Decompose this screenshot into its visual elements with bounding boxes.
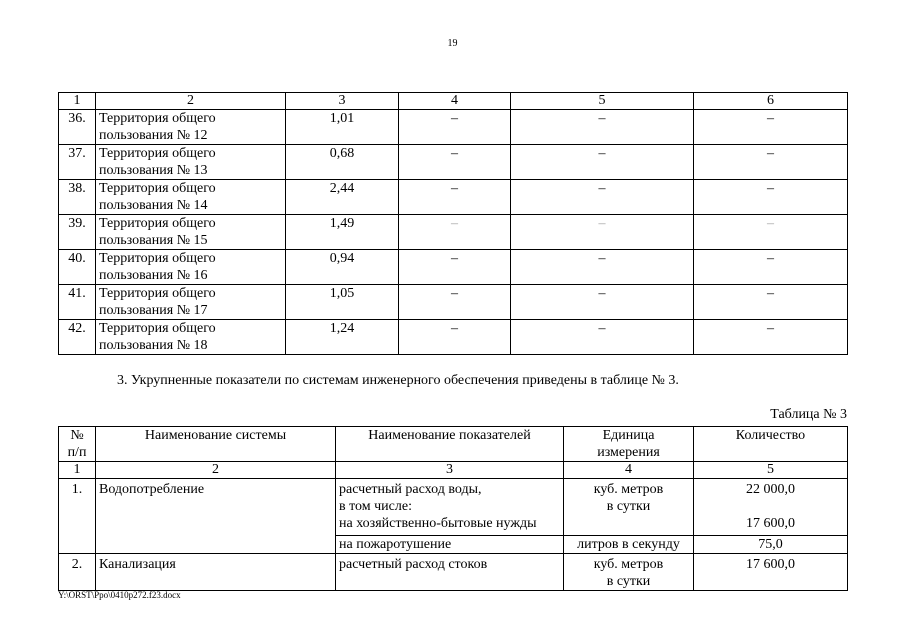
dash-cell: –: [511, 180, 694, 215]
value-cell: 0,94: [286, 250, 399, 285]
header-system: Наименование системы: [96, 427, 336, 462]
unit-cell: [564, 479, 694, 536]
territory-name: [96, 110, 286, 145]
header-unit-line: Единица: [602, 428, 655, 443]
territory-name-line: Территория общего: [99, 321, 216, 336]
column-number: 3: [286, 93, 399, 110]
dash-cell: –: [399, 215, 511, 250]
dash-cell: –: [694, 110, 848, 145]
column-number: 1: [59, 93, 96, 110]
column-number: 2: [96, 93, 286, 110]
table-row: [59, 145, 848, 180]
indicator-line: на хозяйственно-бытовые нужды: [339, 516, 537, 531]
column-number: 3: [336, 462, 564, 479]
indicator-line: расчетный расход воды,: [339, 482, 482, 497]
territory-name: [96, 250, 286, 285]
column-number: 5: [694, 462, 848, 479]
unit-line: в сутки: [606, 499, 651, 514]
dash-cell: –: [399, 145, 511, 180]
body-paragraph: 3. Укрупненные показатели по системам инженерного обеспечения приведены в таблице № 3.: [117, 373, 679, 388]
territory-table: [58, 92, 848, 355]
dash-cell: –: [694, 285, 848, 320]
table-row: [59, 554, 848, 591]
dash-cell: –: [511, 285, 694, 320]
territory-name-line: пользования № 14: [99, 198, 208, 213]
indicator-cell: расчетный расход стоков: [336, 554, 564, 591]
value-cell: 0,68: [286, 145, 399, 180]
table-row: [59, 320, 848, 355]
territory-name-line: пользования № 12: [99, 128, 208, 143]
row-number: 41.: [59, 285, 96, 320]
territory-name-line: пользования № 13: [99, 163, 208, 178]
territory-name-line: пользования № 17: [99, 303, 208, 318]
territory-name-line: пользования № 16: [99, 268, 208, 283]
row-number: 42.: [59, 320, 96, 355]
header-unit-line: измерения: [597, 445, 660, 460]
row-number: 36.: [59, 110, 96, 145]
engineering-table-header: [58, 426, 848, 462]
territory-name: [96, 320, 286, 355]
dash-cell: –: [399, 285, 511, 320]
quantity-value: 17 600,0: [746, 516, 795, 531]
header-quantity: Количество: [694, 427, 848, 462]
dash-cell: –: [511, 110, 694, 145]
system-name: Канализация: [96, 554, 336, 591]
value-cell: 1,05: [286, 285, 399, 320]
quantity-value: 17 600,0: [694, 554, 848, 591]
unit-cell: литров в секунду: [564, 536, 694, 554]
file-path-footer: Y:\ORST\Ppo\0410p272.f23.docx: [58, 590, 181, 600]
row-number: 38.: [59, 180, 96, 215]
dash-cell: –: [694, 320, 848, 355]
quantity-cell: [694, 479, 848, 536]
value-cell: 2,44: [286, 180, 399, 215]
column-number: 4: [564, 462, 694, 479]
column-number: 6: [694, 93, 848, 110]
table-row: [59, 285, 848, 320]
table-caption: Таблица № 3: [770, 407, 847, 422]
table-row: [59, 215, 848, 250]
territory-name: [96, 215, 286, 250]
column-number: 1: [59, 462, 96, 479]
unit-cell: [564, 554, 694, 591]
dash-cell: –: [511, 320, 694, 355]
column-number: 4: [399, 93, 511, 110]
dash-cell: –: [694, 180, 848, 215]
indicator-line: в том числе:: [339, 499, 412, 514]
dash-cell: –: [511, 145, 694, 180]
row-number: 1.: [59, 479, 96, 554]
row-number: 39.: [59, 215, 96, 250]
table-row: [59, 479, 848, 536]
value-cell: 1,24: [286, 320, 399, 355]
header-number: [59, 427, 96, 462]
quantity-value: 22 000,0: [746, 482, 795, 497]
table-row: [59, 250, 848, 285]
dash-cell: –: [511, 250, 694, 285]
indicator-cell: [336, 479, 564, 536]
territory-name-line: пользования № 18: [99, 338, 208, 353]
column-number: 2: [96, 462, 336, 479]
dash-cell: –: [511, 215, 694, 250]
territory-name-line: Территория общего: [99, 286, 216, 301]
territory-name-line: Территория общего: [99, 146, 216, 161]
territory-name: [96, 285, 286, 320]
dash-cell: –: [694, 145, 848, 180]
column-number-row: [59, 462, 848, 479]
territory-name-line: пользования № 15: [99, 233, 208, 248]
quantity-spacer: [697, 498, 844, 515]
quantity-value: 75,0: [694, 536, 848, 554]
dash-cell: –: [694, 250, 848, 285]
column-number: 5: [511, 93, 694, 110]
territory-name-line: Территория общего: [99, 181, 216, 196]
engineering-table: [58, 461, 848, 591]
row-number: 37.: [59, 145, 96, 180]
value-cell: 1,49: [286, 215, 399, 250]
territory-name-line: Территория общего: [99, 216, 216, 231]
system-name: Водопотребление: [96, 479, 336, 554]
dash-cell: –: [694, 215, 848, 250]
header-number-line: №: [70, 428, 84, 443]
territory-name: [96, 145, 286, 180]
value-cell: 1,01: [286, 110, 399, 145]
dash-cell: –: [399, 250, 511, 285]
territory-name: [96, 180, 286, 215]
table-row: [59, 180, 848, 215]
indicator-cell: на пожаротушение: [336, 536, 564, 554]
territory-name-line: Территория общего: [99, 111, 216, 126]
dash-cell: –: [399, 320, 511, 355]
unit-line: куб. метров: [593, 557, 664, 572]
page-number: 19: [447, 38, 458, 49]
unit-line: куб. метров: [593, 482, 664, 497]
header-row: [59, 427, 848, 462]
header-number-line: п/п: [67, 445, 87, 460]
territory-name-line: Территория общего: [99, 251, 216, 266]
header-indicators: Наименование показателей: [336, 427, 564, 462]
table-row: [59, 110, 848, 145]
dash-cell: –: [399, 110, 511, 145]
dash-cell: –: [399, 180, 511, 215]
row-number: 2.: [59, 554, 96, 591]
row-number: 40.: [59, 250, 96, 285]
column-number-row: [59, 93, 848, 110]
header-unit: [564, 427, 694, 462]
unit-line: в сутки: [606, 574, 651, 589]
